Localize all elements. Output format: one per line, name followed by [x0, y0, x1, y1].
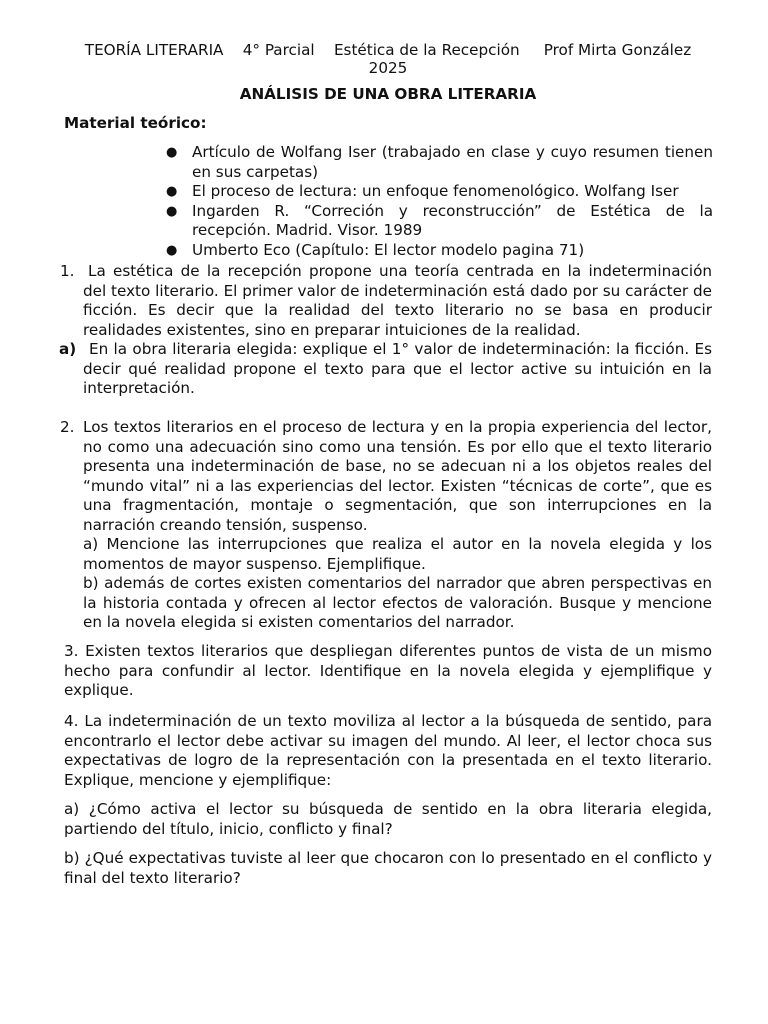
- question-2-text: Los textos literarios en el proceso de lectura y en la propia experiencia del lector, no como una adecuación sino como una tensión. Es por ello que el texto literario presenta una indeterminación de base, no se adecuan ni a los objetos reales del “mundo vital” ni a las experiencias del lector. Existen “técnicas de corte”, que es una fragmentación, montaje o segmentación, que son interrupciones en la narración creando tensión, suspenso. a) Mencione las interrupciones que realiza el autor en la novela elegida y los momentos de mayor suspenso. Ejemplifique. b) además de cortes existen comentarios del narrador que abren perspectivas en la historia contada y ofrecen al lector efectos de valoración. Busque y mencione en la novela elegida si existen comentarios del narrador.: [83, 418, 712, 631]
- professor-name: Prof Mirta González: [543, 41, 692, 59]
- reference-item: ● Umberto Eco (Capítulo: El lector modelo pagina 71): [166, 240, 585, 259]
- header-year: 2025: [368, 59, 408, 77]
- reference-item: ● Artículo de Wolfang Iser (trabajado en clase y cuyo resumen tienen en sus carpetas): [166, 143, 713, 181]
- question-2-number: 2.: [60, 418, 75, 436]
- bullet-icon: ●: [166, 184, 178, 199]
- question-1a-text: En la obra literaria elegida: explique el 1° valor de indeterminación: la ficción. Es decir qué realidad propone el texto para que el lector active su intuición en la interpretación.: [83, 340, 712, 397]
- topic-name: Estética de la Recepción: [333, 41, 520, 59]
- question-2a-text: a) Mencione las interrupciones que realiza el autor en la novela elegida y los momentos de mayor suspenso. Ejemplifique.: [83, 535, 712, 573]
- question-1-text: La estética de la recepción propone una teoría centrada en la indeterminación del texto literario. El primer valor de indeterminación está dado por su carácter de ficción. Es decir que la realidad del texto literario no se basa en producir realidades existentes, sino en preparar intuiciones de la realidad.: [83, 262, 712, 339]
- reference-list: [166, 143, 713, 260]
- document-header: [64, 41, 712, 77]
- question-1-number: 1.: [60, 262, 75, 280]
- reference-item: ● Ingarden R. “Correción y reconstrucción” de Estética de la recepción. Madrid. Visor. 1989: [166, 201, 713, 239]
- header-line: [64, 41, 712, 59]
- question-3-text: 3. Existen textos literarios que despliegan diferentes puntos de vista de un mismo hecho para confundir al lector. Identifique en la novela elegida y ejemplifique y explique.: [64, 642, 712, 699]
- bullet-icon: ●: [166, 242, 178, 258]
- bullet-icon: ●: [166, 203, 178, 219]
- question-2b-text: b) además de cortes existen comentarios del narrador que abren perspectivas en la historia contada y ofrecen al lector efectos de valoración. Busque y mencione en la novela elegida si existen comentarios del narrador.: [83, 574, 712, 631]
- document-title: ANÁLISIS DE UNA OBRA LITERARIA: [239, 85, 537, 103]
- material-label: Material teórico:: [64, 114, 207, 132]
- course-name: TEORÍA LITERARIA: [84, 41, 224, 59]
- reference-item: ● El proceso de lectura: un enfoque fenomenológico. Wolfang Iser: [166, 182, 679, 200]
- question-4-text: 4. La indeterminación de un texto moviliza al lector a la búsqueda de sentido, para encontrarlo el lector debe activar su imagen del mundo. Al leer, el lector choca sus expectativas de logro de la representación con la presentada en el texto literario. Explique, mencione y ejemplifique:: [64, 712, 712, 789]
- question-1a-marker: a): [59, 340, 77, 358]
- bullet-icon: ●: [166, 145, 178, 160]
- question-4b-text: b) ¿Qué expectativas tuviste al leer que chocaron con lo presentado en el conflicto y final del texto literario?: [64, 849, 712, 887]
- parcial-label: 4° Parcial: [242, 41, 315, 59]
- question-4a-text: a) ¿Cómo activa el lector su búsqueda de sentido en la obra literaria elegida, partiendo del título, inicio, conflicto y final?: [64, 800, 712, 838]
